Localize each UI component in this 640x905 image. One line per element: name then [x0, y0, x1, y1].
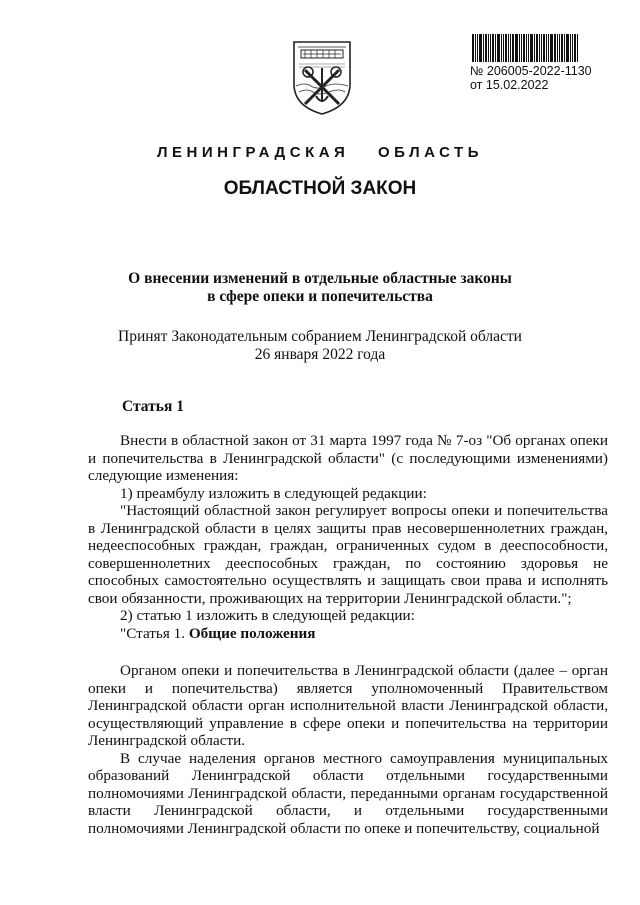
barcode-bar: [574, 34, 576, 62]
barcode-bar: [521, 34, 522, 62]
barcode-bar: [554, 34, 556, 62]
barcode-bar: [485, 34, 487, 62]
region-title: [0, 144, 640, 161]
barcode-bar: [526, 34, 527, 62]
region-word-1: ЛЕНИНГРАДСКАЯ: [157, 144, 350, 161]
region-word-2: ОБЛАСТЬ: [378, 144, 483, 161]
barcode-bar: [523, 34, 525, 62]
adoption-note-line-1: Принят Законодательным собранием Ленинградской области: [118, 328, 522, 345]
barcode-bar: [546, 34, 547, 62]
paragraph: В случае наделения органов местного самоуправления муниципальных образований Ленинградской области отдельными государственными полномочиями Ленинградской области, переданными органам государственной власти Ленинградской области, и отдельными государственными полномочиями Ленинградской области по опеке и попечительству, социальной: [88, 749, 608, 837]
barcode-bar: [572, 34, 573, 62]
barcode-bar: [501, 34, 502, 62]
barcode-bar: [528, 34, 529, 62]
barcode-bar: [477, 34, 478, 62]
barcode-bar: [557, 34, 558, 62]
barcode-bar: [570, 34, 571, 62]
barcode: [472, 34, 600, 62]
paragraph: Внести в областной закон от 31 марта 1997 года № 7-оз "Об органах опеки и попечительства в Ленинградской области" (с последующими изменениями) следующие изменения:: [88, 432, 608, 484]
registration-number: № 206005-2022-1130: [470, 64, 592, 78]
barcode-bar: [508, 34, 509, 62]
barcode-bar: [497, 34, 500, 62]
barcode-bar: [539, 34, 540, 62]
barcode-bar: [548, 34, 549, 62]
barcode-bar: [559, 34, 560, 62]
barcode-bar: [561, 34, 563, 62]
barcode-bar: [510, 34, 511, 62]
paragraph: 2) статью 1 изложить в следующей редакции:: [120, 607, 415, 624]
barcode-bar: [512, 34, 514, 62]
coat-of-arms-icon: [291, 40, 353, 116]
barcode-bar: [472, 34, 474, 62]
adoption-note: [0, 328, 640, 364]
paragraph: "Настоящий областной закон регулирует вопросы опеки и попечительства в Ленинградской области в целях защиты прав несовершеннолетних граждан, недееспособных граждан, граждан, ограниченных судом в дееспособности, совершеннолетних дееспособных граждан, по состоянию здоровья не способных самостоятельно осуществлять и защищать свои права и исполнять свои обязанности, проживающих на территории Ленинградской области.";: [88, 502, 608, 607]
barcode-bar: [475, 34, 476, 62]
adoption-note-line-2: 26 января 2022 года: [254, 346, 386, 363]
registration-stamp: [470, 64, 592, 92]
barcode-bar: [479, 34, 482, 62]
barcode-bar: [519, 34, 520, 62]
registration-date: от 15.02.2022: [470, 78, 549, 92]
barcode-bar: [492, 34, 494, 62]
barcode-bar: [488, 34, 489, 62]
article-body: [88, 432, 608, 837]
barcode-bar: [564, 34, 565, 62]
barcode-bar: [550, 34, 553, 62]
barcode-bar: [530, 34, 533, 62]
paragraph: 1) преамбулу изложить в следующей редакции:: [120, 484, 427, 502]
law-subject: [0, 270, 640, 306]
barcode-bar: [503, 34, 504, 62]
barcode-bar: [541, 34, 542, 62]
barcode-bar: [505, 34, 507, 62]
barcode-bar: [515, 34, 518, 62]
barcode-bar: [483, 34, 484, 62]
barcode-bar: [490, 34, 491, 62]
barcode-bar: [566, 34, 569, 62]
barcode-bar: [536, 34, 538, 62]
barcode-bar: [534, 34, 535, 62]
law-subject-line-2: в сфере опеки и попечительства: [207, 288, 433, 305]
barcode-bar: [543, 34, 545, 62]
article-heading: Статья 1: [122, 398, 184, 415]
paragraph: [88, 625, 608, 643]
paragraph: Органом опеки и попечительства в Ленинградской области (далее – орган опеки и попечительства) является уполномоченный Правительством Ленинградской области орган исполнительной власти Ленинградской области, осуществляющий управление в сфере опеки и попечительства на территории Ленинградской области.: [88, 662, 608, 749]
law-subject-line-1: О внесении изменений в отдельные областные законы: [128, 270, 512, 287]
barcode-bar: [495, 34, 496, 62]
law-type-title: ОБЛАСТНОЙ ЗАКОН: [223, 178, 417, 199]
inner-article-title: Общие положения: [188, 624, 316, 642]
inner-article-prefix: "Статья 1.: [120, 624, 189, 642]
barcode-bar: [577, 34, 578, 62]
